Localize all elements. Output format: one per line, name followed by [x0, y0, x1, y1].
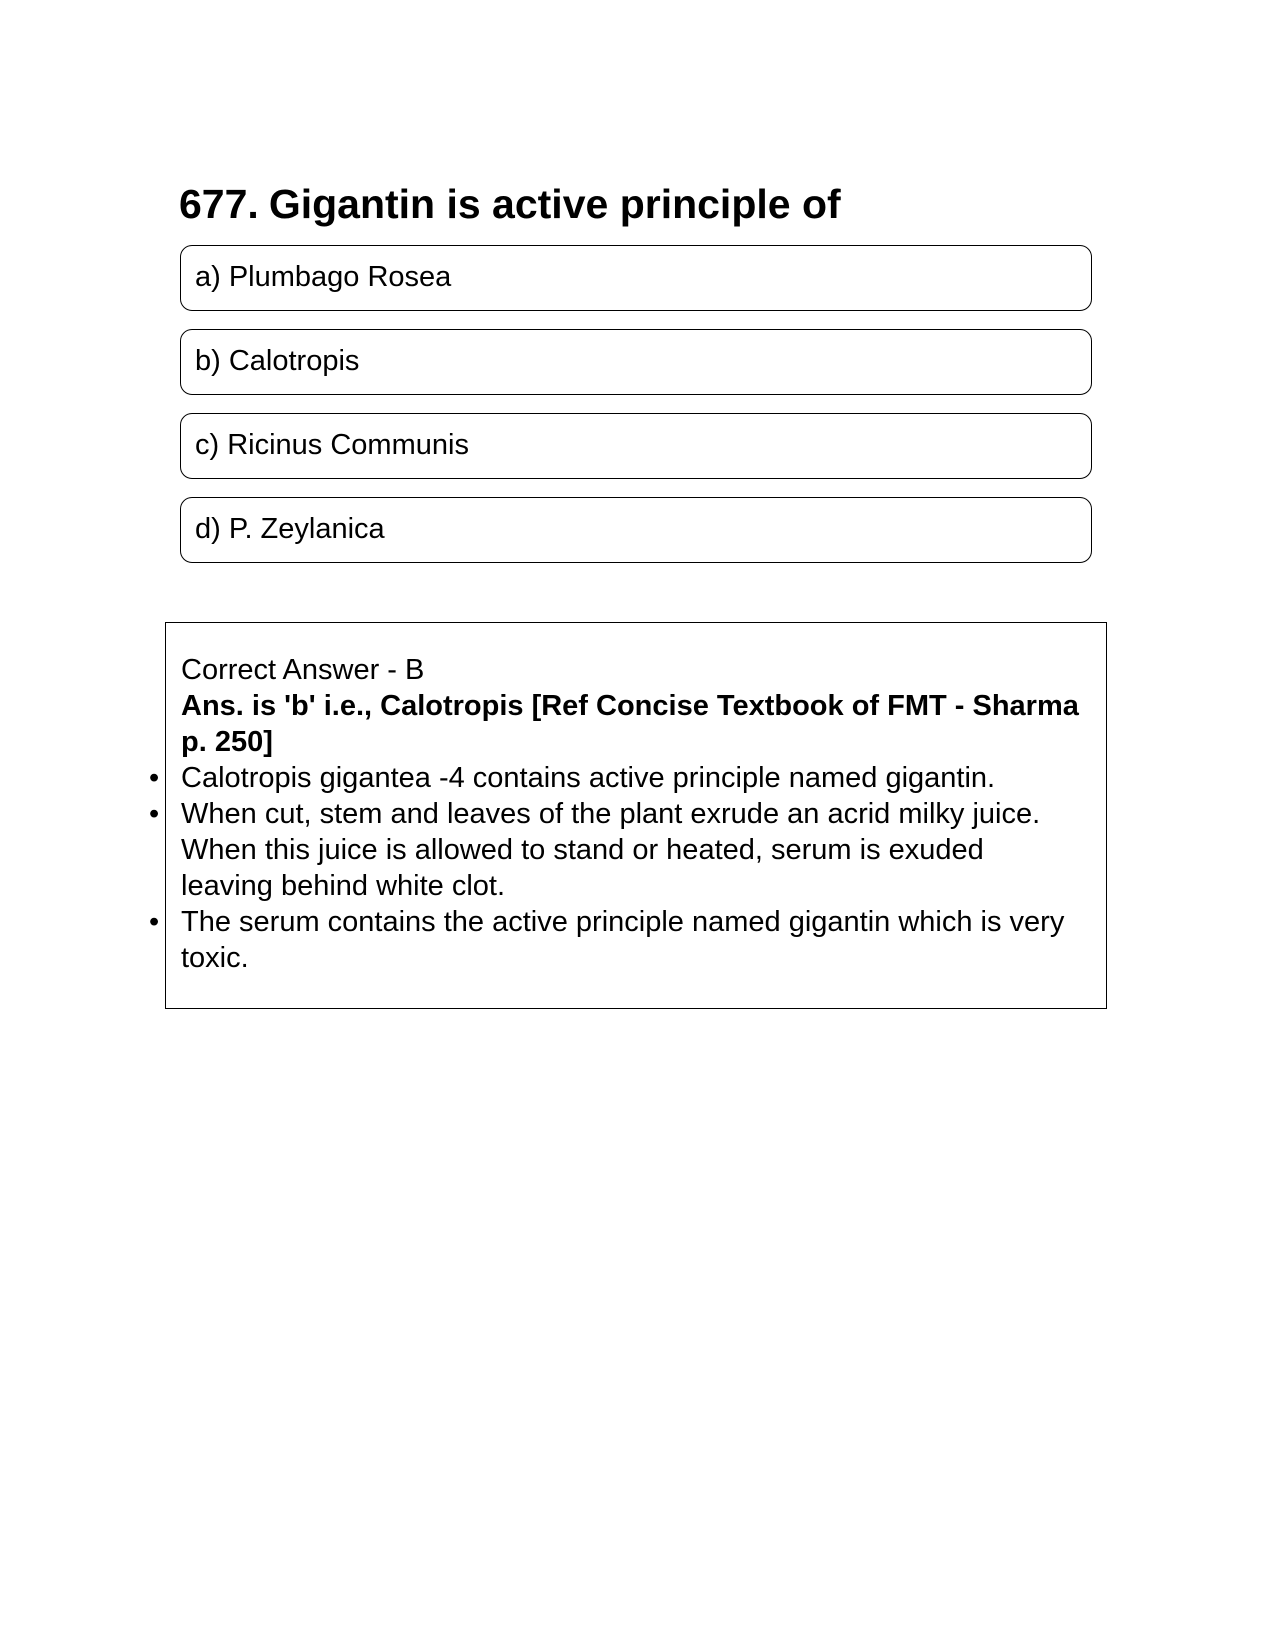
bullet-icon: • — [149, 762, 160, 794]
question-heading — [179, 178, 841, 230]
answer-explanation — [149, 652, 1081, 976]
list-item — [149, 760, 1081, 796]
option-b[interactable]: b) Calotropis — [180, 329, 1092, 395]
list-item-text: The serum contains the active principle named gigantin which is very toxic. — [181, 906, 1065, 974]
correct-answer: Correct Answer - B — [181, 654, 425, 686]
question-text: Gigantin is active principle of — [268, 181, 841, 227]
list-item — [149, 904, 1081, 976]
bullet-icon: • — [149, 798, 160, 830]
list-item-text: When cut, stem and leaves of the plant exrude an acrid milky juice. When this juice is allowed to stand or heated, serum is exuded leaving behind white clot. — [181, 798, 1041, 902]
list-item — [149, 796, 1081, 904]
list-item-text: Calotropis gigantea -4 contains active principle named gigantin. — [181, 762, 996, 794]
option-d[interactable]: d) P. Zeylanica — [180, 497, 1092, 563]
option-a[interactable]: a) Plumbago Rosea — [180, 245, 1092, 311]
explanation-list — [149, 760, 1081, 976]
question-number: 677. — [179, 181, 259, 227]
answer-reference: Ans. is 'b' i.e., Calotropis [Ref Concise Textbook of FMT - Sharma p. 250] — [181, 690, 1079, 758]
option-c[interactable]: c) Ricinus Communis — [180, 413, 1092, 479]
bullet-icon: • — [149, 906, 160, 938]
